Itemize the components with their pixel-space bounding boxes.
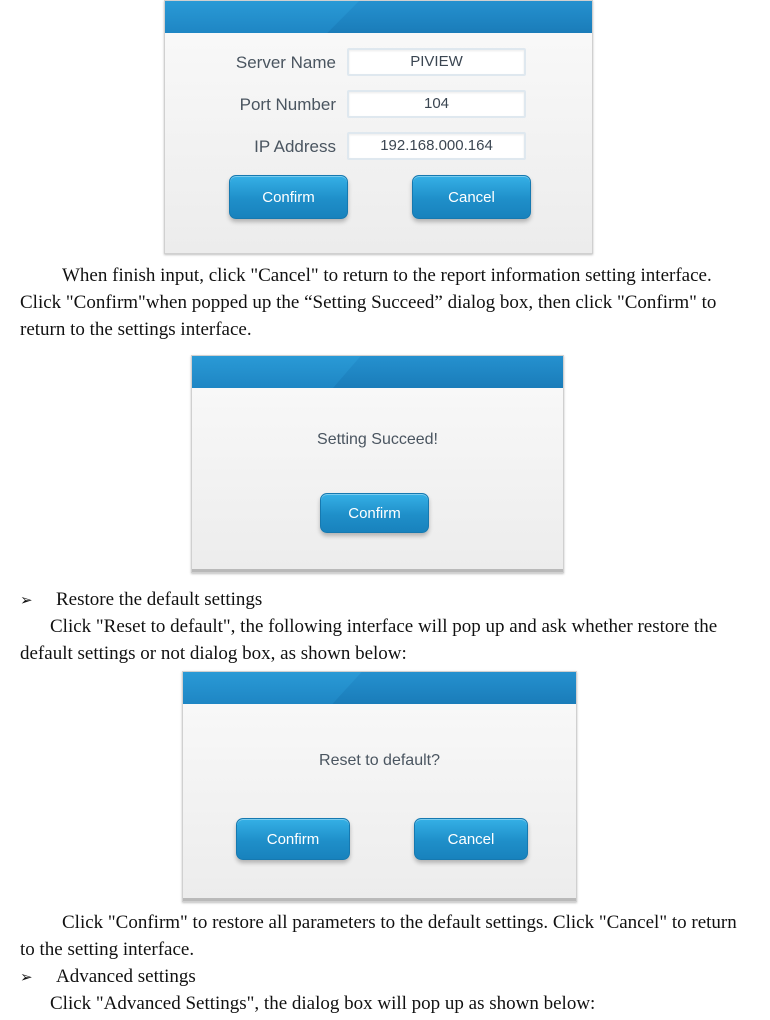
bullet-text: Restore the default settings [56,589,263,610]
server-name-field[interactable]: PIVIEW [347,48,526,76]
dialog-message: Setting Succeed! [317,431,438,448]
port-number-field[interactable]: 104 [347,90,526,118]
arrow-bullet-icon: ➢ [20,591,33,609]
arrow-bullet-icon: ➢ [20,968,33,986]
paragraph-advanced-settings: Click "Advanced Settings", the dialog box will pop up as shown below: [50,993,596,1014]
dialog-header [192,356,563,388]
confirm-button[interactable]: Confirm [320,493,429,533]
dialog-bottom-bar [183,898,576,901]
bullet-text: Advanced settings [56,966,196,987]
setting-succeed-dialog [191,355,564,573]
ip-address-field[interactable]: 192.168.000.164 [347,132,526,160]
confirm-button[interactable]: Confirm [229,175,348,219]
cancel-button[interactable]: Cancel [414,818,528,860]
confirm-button[interactable]: Confirm [236,818,350,860]
paragraph-confirm-restore: Click "Confirm" to restore all parameters to the default settings. Click "Cancel" to return to the setting interface. [20,912,737,960]
bullet-advanced-settings [20,963,196,991]
server-name-label: Server Name [235,53,336,72]
dialog-message: Reset to default? [319,752,440,769]
ip-address-label: IP Address [254,137,336,156]
reset-default-dialog [182,671,577,902]
dialog-header [183,672,576,704]
cancel-button[interactable]: Cancel [412,175,531,219]
dialog-header [165,1,592,33]
port-number-label: Port Number [239,95,336,114]
bullet-restore-default [20,586,262,614]
server-settings-dialog [164,0,593,254]
dialog-bottom-bar [192,569,563,572]
paragraph-reset-default: Click "Reset to default", the following interface will pop up and ask whether restore the default settings or not dialog box, as shown below: [20,616,718,664]
paragraph-finish-input: When finish input, click "Cancel" to return to the report information setting interface. Click "Confirm"when popped up the “Setting Succeed” dialog box, then click "Confirm" to return to the settings interface. [20,265,717,340]
